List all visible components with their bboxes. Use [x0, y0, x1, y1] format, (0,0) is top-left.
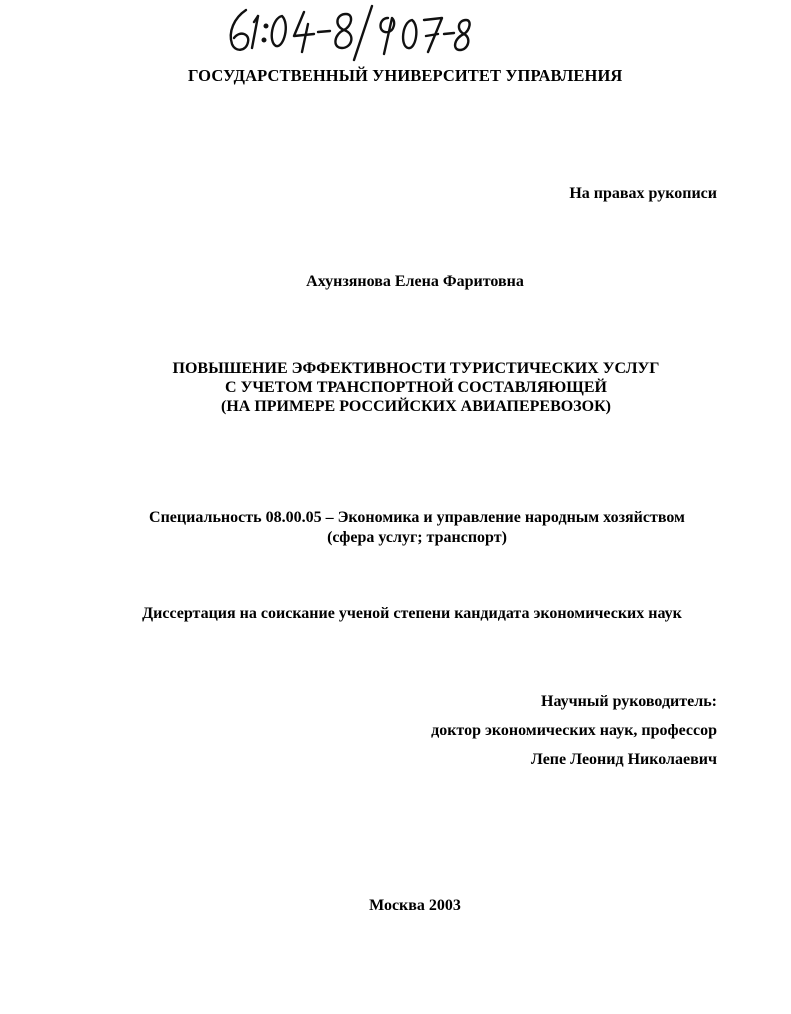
specialty-line: (сфера услуг; транспорт) — [327, 529, 507, 546]
specialty-line: Специальность 08.00.05 – Экономика и управление народным хозяйством — [149, 509, 685, 526]
advisor-name: Лепе Леонид Николаевич — [530, 751, 717, 768]
specialty — [0, 508, 791, 548]
university-name: ГОСУДАРСТВЕННЫЙ УНИВЕРСИТЕТ УПРАВЛЕНИЯ — [188, 66, 623, 85]
title-line: (НА ПРИМЕРЕ РОССИЙСКИХ АВИАПЕРЕВОЗОК) — [220, 398, 611, 415]
author-name: Ахунзянова Елена Фаритовна — [306, 273, 524, 290]
advisor-label: Научный руководитель: — [541, 693, 717, 710]
city-year: Москва 2003 — [369, 897, 461, 914]
advisor-degree: доктор экономических наук, профессор — [431, 722, 717, 739]
handwritten-code-drawing — [222, 2, 472, 62]
handwritten-archive-code — [222, 2, 472, 62]
title-line: ПОВЫШЕНИЕ ЭФФЕКТИВНОСТИ ТУРИСТИЧЕСКИХ УСЛУГ — [172, 360, 660, 377]
dissertation-degree: Диссертация на соискание ученой степени кандидата экономических наук — [142, 605, 682, 622]
title-line: С УЧЕТОМ ТРАНСПОРТНОЙ СОСТАВЛЯЮЩЕЙ — [225, 379, 607, 396]
dissertation-title — [0, 359, 791, 416]
manuscript-note: На правах рукописи — [569, 185, 717, 202]
